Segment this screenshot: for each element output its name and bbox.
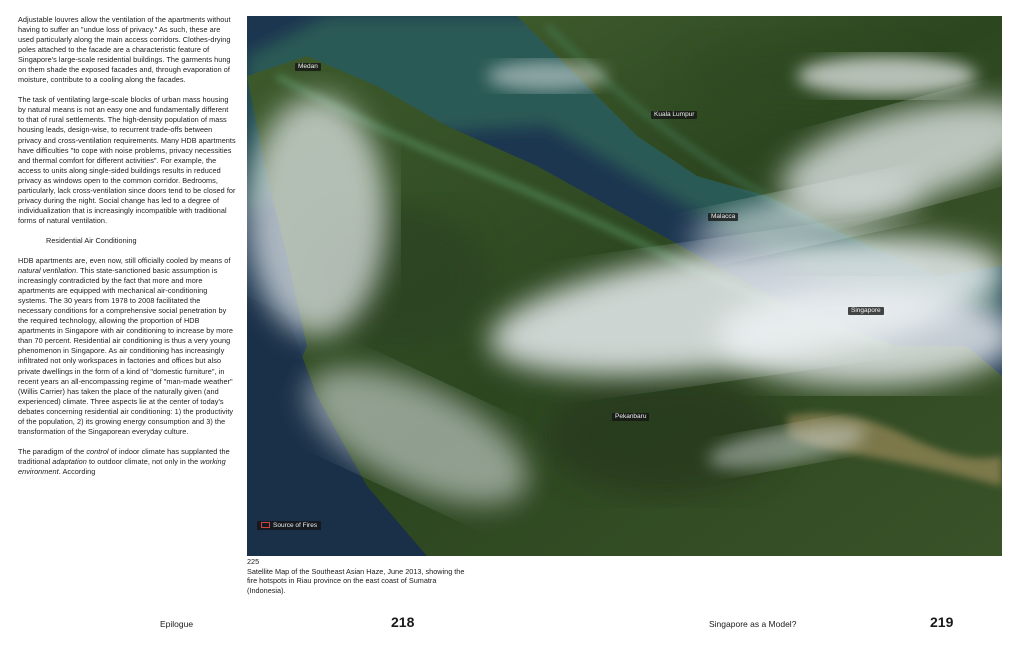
figure-caption	[247, 557, 467, 595]
satellite-map	[247, 16, 1002, 556]
paragraph-ventilation: The task of ventilating large-scale blocks of urban mass housing by natural means is not an easy one and fundamentally different to that of rural settlements. The high-density population of mass housing leads, design-wise, to recurrent trade-offs between privacy and cross-ventilation requirements. Many HDB apartments have difficulties "to cope with noise problems, privacy necessities and thermal comfort for different activities". For example, the access to units along single-sided buildings results in reduced privacy as windows open to the common corridor. Bedrooms, particularly, lack cross-ventilation since doors tend to be closed for privacy during the night. Social change has led to a degree of individualization that is increasingly incompatible with traditional forms of natural ventilation.	[18, 95, 236, 225]
page-number-right: 219	[930, 614, 954, 630]
section-heading: Residential Air Conditioning	[46, 235, 137, 245]
city-label-singapore: Singapore	[848, 307, 884, 315]
footer-section-left: Epilogue	[160, 619, 194, 629]
figure-caption-text: Satellite Map of the Southeast Asian Haze, June 2013, showing the fire hotspots in Riau province on the east coast of Sumatra (Indonesia).	[247, 566, 465, 595]
paragraph-louvres: Adjustable louvres allow the ventilation of the apartments without having to suffer an "undue loss of privacy." As such, these are used particularly along the main access corridors. Clothes-drying poles attached to the facade are a characteristic feature of Singapore's large-scale residential buildings. The garments hung on them shade the exposed facades and, through evaporation of moisture, contribute to a cooling along the facades.	[18, 15, 231, 85]
city-label-kuala-lumpur: Kuala Lumpur	[651, 111, 697, 119]
satellite-image	[247, 16, 1002, 556]
fire-legend-label: Source of Fires	[273, 522, 318, 529]
city-label-malacca: Malacca	[708, 213, 738, 221]
paragraph-air-conditioning: HDB apartments are, even now, still officially cooled by means of natural ventilation. This state-sanctioned basic assumption is increasingly contradicted by the fact that more and more apartments are equipped with mechanical air-conditioning systems. The 30 years from 1978 to 2008 facilitated the necessary conditions for a comprehensive social penetration by the required technology, allowing the proportion of HDB apartments in Singapore with air conditioning to increase by more than 70 percent. Residential air conditioning is thus a very young phenomenon in Singapore. As air conditioning has increasingly infiltrated not only workspaces in factories and offices but also private dwellings in the form of a kind of "domestic furniture", in recent years an all-encompassing regime of "man-made weather" (Willis Carrier) has taken the place of the naturally given (and experienced) climate. Three aspects lie at the center of today's debates concerning residential air conditioning: 1) the productivity of the population, 2) its growing energy consumption and 3) the transformation of the Singaporean everyday culture.	[18, 255, 234, 436]
body-text-column	[18, 15, 236, 487]
page-number-left: 218	[391, 614, 415, 630]
city-label-pekanbaru: Pekanbaru	[612, 413, 649, 421]
footer-section-right: Singapore as a Model?	[709, 619, 797, 629]
figure-number: 225	[247, 557, 260, 566]
fire-legend	[257, 521, 321, 530]
fire-swatch-icon	[261, 522, 270, 528]
city-label-medan: Medan	[295, 63, 321, 71]
paragraph-control: The paradigm of the control of indoor climate has supplanted the traditional adaptation to outdoor climate, not only in the working environment. According	[18, 446, 230, 476]
